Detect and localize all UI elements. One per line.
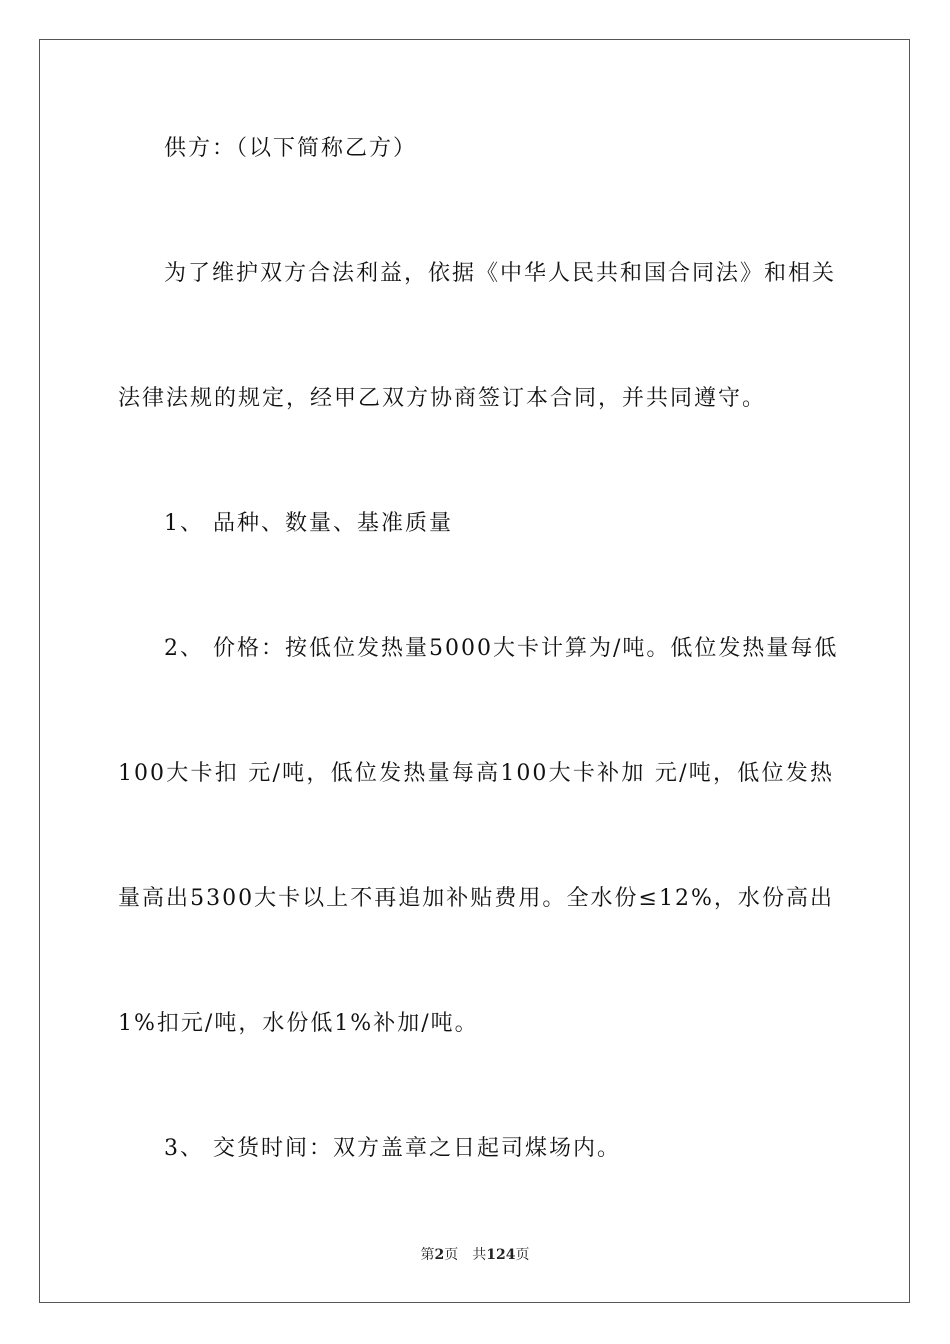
clause-2-line-3: 量高出5300大卡以上不再追加补贴费用。全水份≤12%，水份高出 [118, 886, 834, 911]
paragraph-intro-line-1: 为了维护双方合法利益，依据《中华人民共和国合同法》和相关 [164, 261, 837, 286]
clause-1-heading: 1、 品种、数量、基准质量 [164, 511, 453, 536]
clause-2-line-2: 100大卡扣 元/吨，低位发热量每高100大卡补加 元/吨，低位发热 [118, 761, 834, 786]
clause-3-line: 3、 交货时间：双方盖章之日起司煤场内。 [164, 1136, 621, 1161]
page-border [39, 39, 910, 1303]
clause-2-line-1: 2、 价格：按低位发热量5000大卡计算为/吨。低位发热量每低 [164, 636, 839, 661]
paragraph-intro-line-2: 法律法规的规定，经甲乙双方协商签订本合同，并共同遵守。 [118, 386, 767, 411]
footer-prefix: 第 [420, 1247, 435, 1263]
page-footer [0, 1245, 950, 1265]
footer-mid: 页 共 [444, 1247, 487, 1263]
footer-total-pages: 124 [486, 1247, 516, 1263]
footer-suffix: 页 [515, 1247, 530, 1263]
supplier-line: 供方：（以下简称乙方） [164, 136, 418, 161]
clause-2-line-4: 1%扣元/吨，水份低1%补加/吨。 [118, 1011, 479, 1036]
footer-current-page: 2 [434, 1247, 445, 1263]
